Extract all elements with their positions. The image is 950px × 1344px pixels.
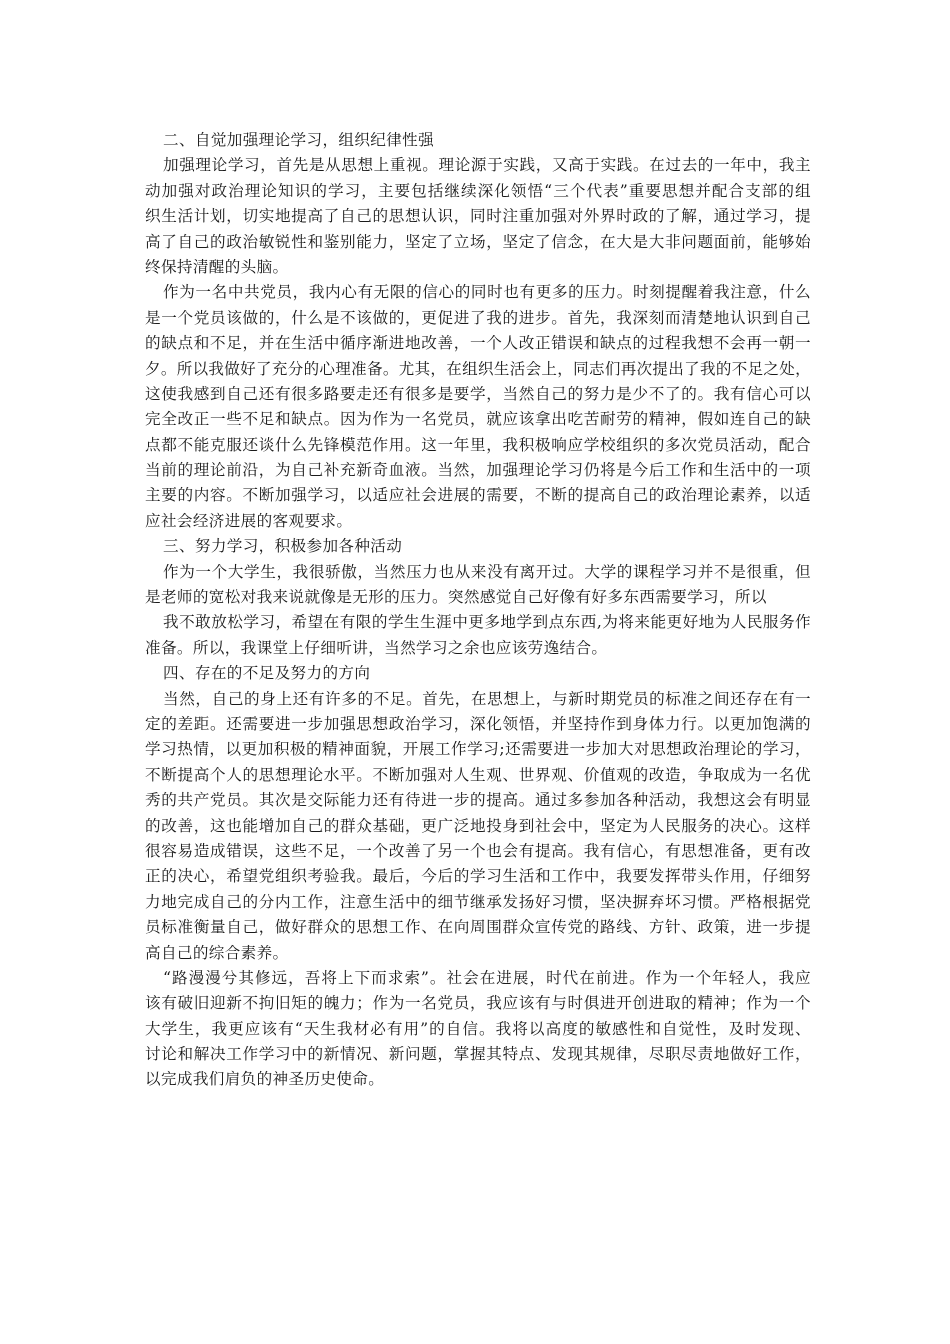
section-heading: 三、努力学习，积极参加各种活动 [163, 537, 403, 556]
paragraph-line: 的改善，这也能增加自己的群众基础，更广泛地投身到社会中，坚定为人民服务的决心。这样 [145, 816, 811, 835]
paragraph-line: 是一个党员该做的，什么是不该做的，更促进了我的进步。首先，我深刻而清楚地认识到自己 [145, 308, 811, 327]
paragraph-line: 大学生，我更应该有“天生我材必有用”的自信。我将以高度的敏感性和自觉性，及时发现、 [145, 1019, 811, 1038]
paragraph-line: 作为一名中共党员，我内心有无限的信心的同时也有更多的压力。时刻提醒着我注意，什么 [163, 283, 811, 302]
paragraph-line: 高了自己的政治敏锐性和鉴别能力，坚定了立场，坚定了信念，在大是大非问题面前，能够始 [145, 232, 811, 251]
paragraph-line: 很容易造成错误，这些不足，一个改善了另一个也会有提高。我有信心，有思想准备，更有改 [145, 841, 811, 860]
paragraph-line: 正的决心，希望党组织考验我。最后，今后的学习生活和工作中，我要发挥带头作用，仔细努 [145, 867, 811, 886]
document-body [145, 128, 811, 1093]
paragraph-line: 力地完成自己的分内工作，注意生活中的细节继承发扬好习惯，坚决摒弃坏习惯。严格根据党 [145, 892, 811, 911]
paragraph-line: 的缺点和不足，并在生活中循序渐进地改善，一个人改正错误和缺点的过程我想不会再一朝一 [145, 334, 811, 353]
paragraph-line: 以完成我们肩负的神圣历史使命。 [145, 1070, 385, 1089]
paragraph-line: 学习热情，以更加积极的精神面貌，开展工作学习;还需要进一步加大对思想政治理论的学习， [145, 740, 811, 759]
section-heading: 二、自觉加强理论学习，组织纪律性强 [163, 131, 435, 149]
paragraph-line: 作为一个大学生，我很骄傲，当然压力也从来没有离开过。大学的课程学习并不是很重，但 [163, 562, 811, 581]
paragraph-line: 准备。所以，我课堂上仔细听讲，当然学习之余也应该劳逸结合。 [145, 638, 608, 657]
paragraph-line: 终保持清醒的头脑。 [145, 257, 289, 276]
paragraph-line: 夕。所以我做好了充分的心理准备。尤其，在组织生活会上，同志们再次提出了我的不足之处， [145, 359, 811, 378]
paragraph-line: 高自己的综合素养。 [145, 943, 289, 962]
paragraph-line: 是老师的宽松对我来说就像是无形的压力。突然感觉自己好像有好多东西需要学习，所以 [145, 588, 767, 607]
paragraph-line: 加强理论学习，首先是从思想上重视。理论源于实践，又高于实践。在过去的一年中，我主 [163, 156, 811, 175]
paragraph-line: 织生活计划，切实地提高了自己的思想认识，同时注重加强对外界时政的了解，通过学习，提 [145, 207, 811, 226]
paragraph-line: 完全改正一些不足和缺点。因为作为一名党员，就应该拿出吃苦耐劳的精神，假如连自己的缺 [145, 410, 811, 429]
paragraph-line: 这使我感到自己还有很多路要走还有很多是要学，当然自己的努力是少不了的。我有信心可以 [145, 384, 811, 403]
paragraph-line: 秀的共产党员。其次是交际能力还有待进一步的提高。通过多参加各种活动，我想这会有明显 [145, 791, 811, 810]
section-heading: 四、存在的不足及努力的方向 [163, 664, 371, 683]
paragraph-line: 点都不能克服还谈什么先锋模范作用。这一年里，我积极响应学校组织的多次党员活动，配合 [145, 435, 811, 454]
paragraph-line: 定的差距。还需要进一步加强思想政治学习，深化领悟，并坚持作到身体力行。以更加饱满的 [145, 714, 811, 733]
paragraph-line: 当然，自己的身上还有许多的不足。首先，在思想上，与新时期党员的标准之间还存在有一 [163, 689, 811, 708]
paragraph-line: 动加强对政治理论知识的学习，主要包括继续深化领悟“三个代表”重要思想并配合支部的组 [145, 181, 811, 200]
paragraph-line: 不断提高个人的思想理论水平。不断加强对人生观、世界观、价值观的改造，争取成为一名优 [145, 765, 811, 784]
paragraph-line: 当前的理论前沿，为自己补充新奇血液。当然，加强理论学习仍将是今后工作和生活中的一项 [145, 461, 811, 480]
paragraph-line: “路漫漫兮其修远，吾将上下而求索”。社会在进展，时代在前进。作为一个年轻人，我应 [163, 968, 811, 987]
paragraph-line: 员标准衡量自己，做好群众的思想工作、在向周围群众宣传党的路线、方针、政策，进一步提 [145, 918, 811, 937]
paragraph-line: 主要的内容。不断加强学习，以适应社会进展的需要，不断的提高自己的政治理论素养，以适 [145, 486, 811, 505]
paragraph-line: 该有破旧迎新不拘旧矩的魄力；作为一名党员，我应该有与时俱进开创进取的精神；作为一个 [145, 994, 811, 1013]
paragraph-line: 应社会经济进展的客观要求。 [145, 511, 353, 530]
paragraph-line: 我不敢放松学习，希望在有限的学生生涯中更多地学到点东西,为将来能更好地为人民服务作 [163, 613, 811, 632]
paragraph-line: 讨论和解决工作学习中的新情况、新问题，掌握其特点、发现其规律，尽职尽责地做好工作， [145, 1045, 811, 1064]
